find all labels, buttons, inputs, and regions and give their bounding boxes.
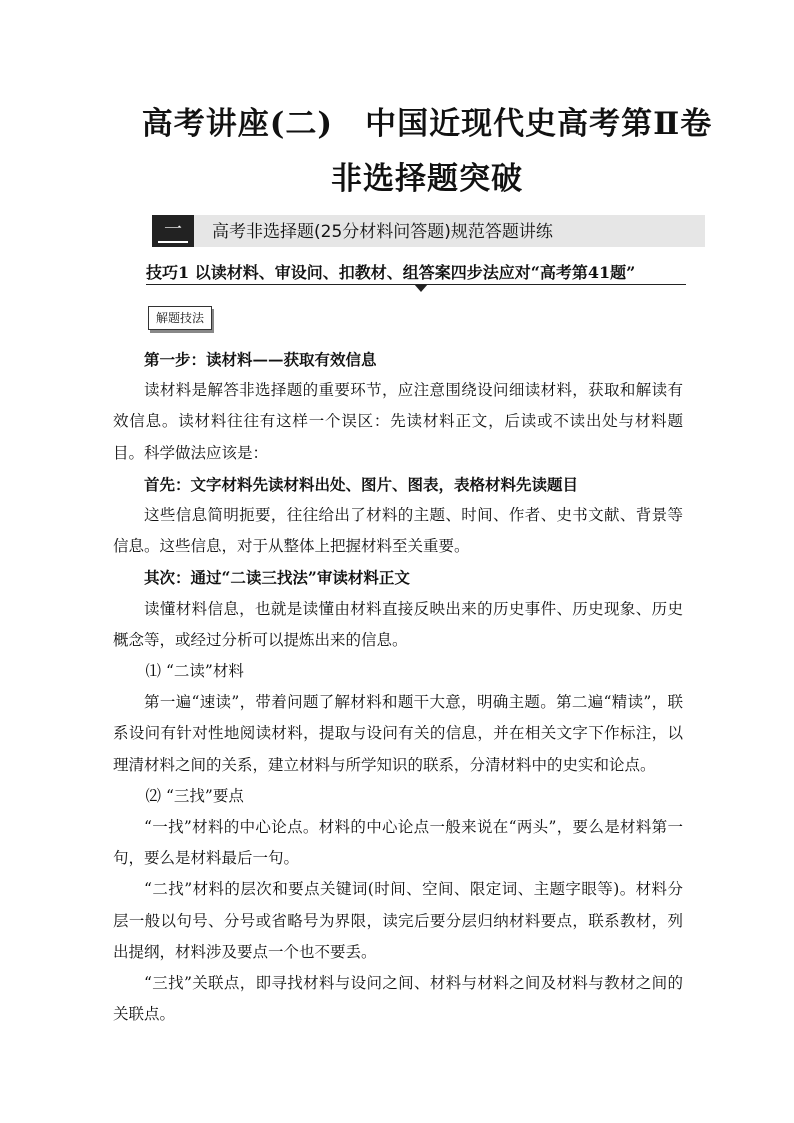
step-heading: 第一步：读材料——获取有效信息	[144, 350, 377, 369]
body-text	[113, 344, 683, 1030]
section-title: 高考非选择题(25分材料问答题)规范答题讲练	[212, 222, 553, 242]
sub-heading: 其次：通过“二读三找法”审读材料正文	[144, 568, 410, 588]
paragraph: 读懂材料信息，也就是读懂由材料直接反映出来的历史事件、历史现象、历史概念等，或经过分析可以提炼出来的信息。	[113, 599, 683, 649]
paragraph: 第一遍“速读”，带着问题了解材料和题干大意，明确主题。第二遍“精读”，联系设问有针对性地阅读材料，提取与设问有关的信息，并在相关文字下作标注，以理清材料之间的关系，建立材料与所学知识的联系，分清材料中的史实和论点。	[113, 693, 683, 774]
sub-heading: 首先：文字材料先读材料出处、图片、图表，表格材料先读题目	[144, 474, 579, 494]
paragraph: “三找”关联点，即寻找材料与设问之间、材料与材料之间及材料与教材之间的关联点。	[113, 974, 683, 1024]
arrow-down-icon	[414, 284, 428, 292]
skill-heading: 技巧1 以读材料、审设问、扣教材、组答案四步法应对“高考第41题”	[146, 263, 636, 282]
page-title-line2: 非选择题突破	[331, 161, 523, 197]
section-number-badge: 一	[152, 215, 194, 247]
page-title-line1: 高考讲座(二) 中国近现代史高考第Ⅱ卷	[141, 106, 713, 142]
list-heading: ⑴ “二读”材料	[145, 662, 244, 681]
paragraph: “一找”材料的中心论点。材料的中心论点一般来说在“两头”，要么是材料第一句，要么是材料最后一句。	[113, 818, 683, 868]
paragraph: 这些信息简明扼要，往往给出了材料的主题、时间、作者、史书文献、背景等信息。这些信息，对于从整体上把握材料至关重要。	[113, 506, 683, 556]
list-heading: ⑵ “三找”要点	[145, 786, 244, 805]
method-tag: 解题技法	[148, 306, 212, 330]
paragraph: “二找”材料的层次和要点关键词(时间、空间、限定词、主题字眼等)。材料分层一般以句号、分号或省略号为界限，读完后要分层归纳材料要点，联系教材，列出提纲，材料涉及要点一个也不要丢。	[113, 880, 683, 961]
paragraph: 读材料是解答非选择题的重要环节，应注意围绕设问细读材料，获取和解读有效信息。读材料往往有这样一个误区：先读材料正文，后读或不读出处与材料题目。科学做法应该是：	[113, 381, 683, 462]
